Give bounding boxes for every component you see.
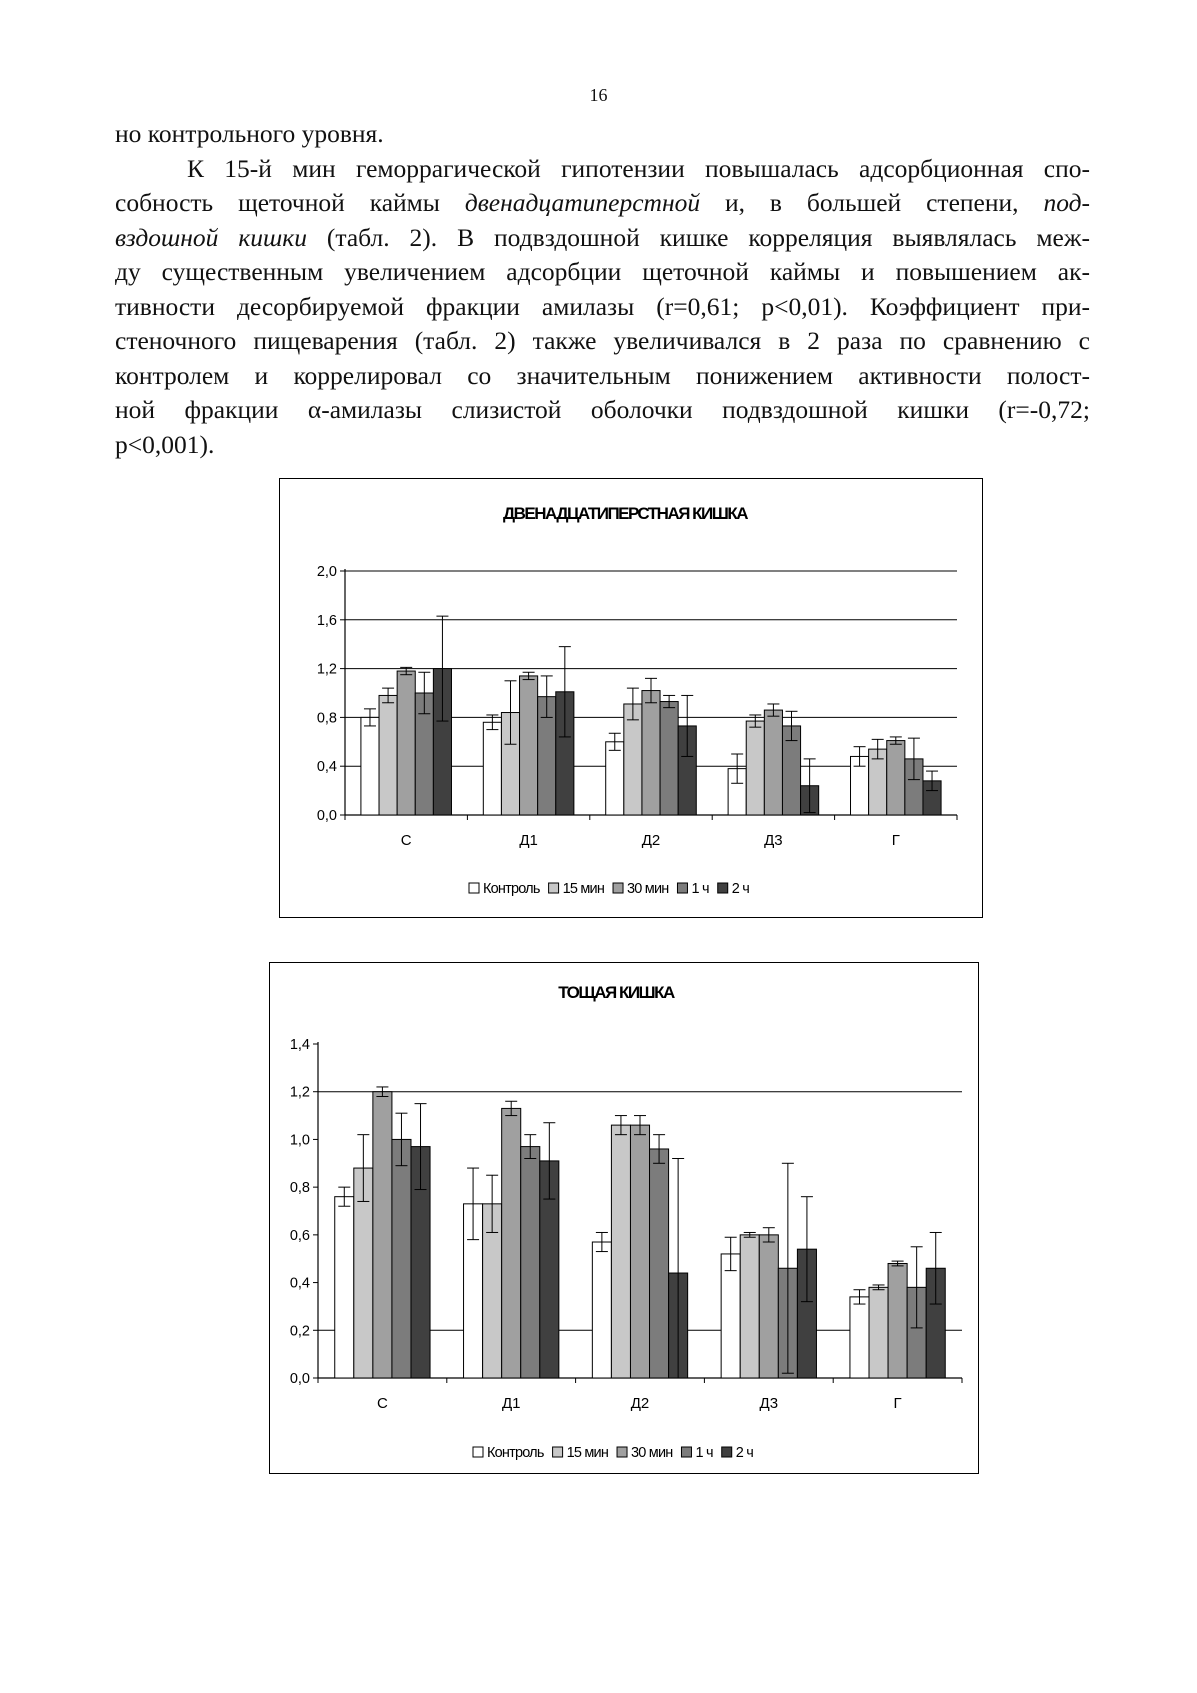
bar xyxy=(520,676,538,815)
legend-swatch xyxy=(549,883,559,893)
y-tick-label: 0,2 xyxy=(289,1323,310,1340)
bar xyxy=(392,1139,411,1378)
bar xyxy=(611,1125,630,1378)
y-tick-label: 0,4 xyxy=(316,759,337,776)
y-tick-label: 2,0 xyxy=(316,564,337,580)
bar xyxy=(624,704,642,815)
bar xyxy=(660,702,678,815)
text-segment: тивности десорбируемой фракции амилазы (r=0,61; p<0,01). Коэффициент при- xyxy=(115,291,1090,321)
legend-entry: Контроль xyxy=(483,881,540,897)
text-line xyxy=(115,221,1090,256)
y-tick-label: 1,6 xyxy=(316,612,337,629)
category-label: С xyxy=(376,1395,388,1412)
text-segment: и, в большей степени, xyxy=(700,188,1044,217)
chart-title: ТОЩАЯ КИШКА xyxy=(558,983,674,1002)
y-tick-label: 1,4 xyxy=(289,1037,310,1053)
bar xyxy=(379,695,397,815)
legend-entry: 15 мин xyxy=(566,1445,609,1461)
text-line xyxy=(115,255,1090,290)
text-line xyxy=(115,428,1090,463)
category-label: Г xyxy=(891,832,900,849)
text-line xyxy=(115,324,1090,359)
text-line xyxy=(115,290,1090,325)
text-line xyxy=(115,152,1090,187)
category-label: С xyxy=(400,832,412,849)
bar xyxy=(721,1254,740,1378)
bar xyxy=(335,1197,354,1378)
legend-swatch xyxy=(681,1447,691,1457)
italic-text: двенадцатиперстной xyxy=(464,188,701,217)
text-segment: ду существенным увеличением адсорбции щеточной каймы и повышением ак- xyxy=(115,257,1090,286)
y-tick-label: 1,0 xyxy=(289,1132,310,1149)
y-tick-label: 0,6 xyxy=(289,1227,310,1244)
legend-entry: 30 мин xyxy=(627,881,669,897)
category-label: Д3 xyxy=(764,832,783,849)
text-line xyxy=(115,359,1090,394)
bar xyxy=(483,722,501,815)
text-segment: собность щеточной каймы xyxy=(115,188,465,217)
legend-entry: 1 ч xyxy=(691,881,709,897)
text-segment: ной фракции α-амилазы слизистой оболочки подвздошной кишки (r=-0,72; xyxy=(115,395,1090,424)
legend-entry: 30 мин xyxy=(631,1445,673,1461)
text-line xyxy=(115,117,1090,152)
bar xyxy=(642,691,660,815)
bar xyxy=(887,741,905,815)
legend-entry: Контроль xyxy=(487,1445,544,1461)
legend-swatch xyxy=(617,1447,627,1457)
bar xyxy=(373,1092,392,1378)
text-line xyxy=(115,186,1090,221)
y-tick-label: 0,8 xyxy=(316,710,337,727)
chart-duodenum xyxy=(279,478,983,918)
bar xyxy=(521,1147,540,1378)
italic-text: под- xyxy=(1043,188,1090,217)
category-label: Д2 xyxy=(641,832,661,849)
bar xyxy=(650,1149,669,1378)
bar xyxy=(740,1235,759,1378)
y-tick-label: 0,4 xyxy=(289,1275,310,1292)
bar xyxy=(869,1287,888,1378)
text-segment: контролем и коррелировал со значительным понижением активности полост- xyxy=(115,360,1090,390)
text-line xyxy=(115,393,1090,428)
bar xyxy=(592,1242,611,1378)
text-segment: но контрольного уровня. xyxy=(115,119,384,148)
bar xyxy=(746,721,764,815)
legend-entry: 15 мин xyxy=(562,881,605,897)
chart-jejunum xyxy=(269,962,979,1474)
legend-entry: 1 ч xyxy=(695,1445,713,1461)
italic-text: вздошной кишки xyxy=(115,222,307,252)
text-segment: К 15-й мин геморрагической гипотензии повышалась адсорбционная спо- xyxy=(187,153,1090,183)
bar xyxy=(361,717,379,815)
legend-swatch xyxy=(722,1447,732,1457)
category-label: Г xyxy=(893,1395,902,1412)
legend-entry: 2 ч xyxy=(731,881,749,897)
legend-swatch xyxy=(718,883,728,893)
page-number: 16 xyxy=(589,85,608,105)
y-tick-label: 0,8 xyxy=(289,1180,310,1197)
legend-swatch xyxy=(469,883,479,893)
category-label: Д1 xyxy=(501,1395,521,1412)
chart-title: ДВЕНАДЦАТИПЕРСТНАЯ КИШКА xyxy=(502,504,748,523)
legend-swatch xyxy=(473,1447,483,1457)
bar xyxy=(759,1235,778,1378)
bar xyxy=(397,671,415,815)
legend-swatch xyxy=(613,883,623,893)
bar xyxy=(606,742,624,815)
category-label: Д3 xyxy=(759,1395,779,1412)
bar xyxy=(630,1125,649,1378)
y-tick-label: 0,0 xyxy=(316,808,337,824)
y-tick-label: 0,0 xyxy=(289,1371,310,1387)
text-segment: стеночного пищеварения (табл. 2) также увеличивался в 2 раза по сравнению с xyxy=(115,326,1090,355)
body-text xyxy=(115,117,1090,462)
legend-swatch xyxy=(553,1447,563,1457)
text-segment: (табл. 2). В подвздошной кишке корреляция выявлялась меж- xyxy=(306,222,1090,252)
legend-entry: 2 ч xyxy=(735,1445,753,1461)
category-label: Д1 xyxy=(519,832,538,849)
y-tick-label: 1,2 xyxy=(289,1084,310,1101)
y-tick-label: 1,2 xyxy=(316,661,337,678)
bar xyxy=(764,710,782,815)
category-label: Д2 xyxy=(630,1395,650,1412)
text-segment: p<0,001). xyxy=(115,429,215,459)
bar xyxy=(502,1108,521,1378)
bar xyxy=(850,1297,869,1378)
legend-swatch xyxy=(677,883,687,893)
bar xyxy=(888,1263,907,1378)
